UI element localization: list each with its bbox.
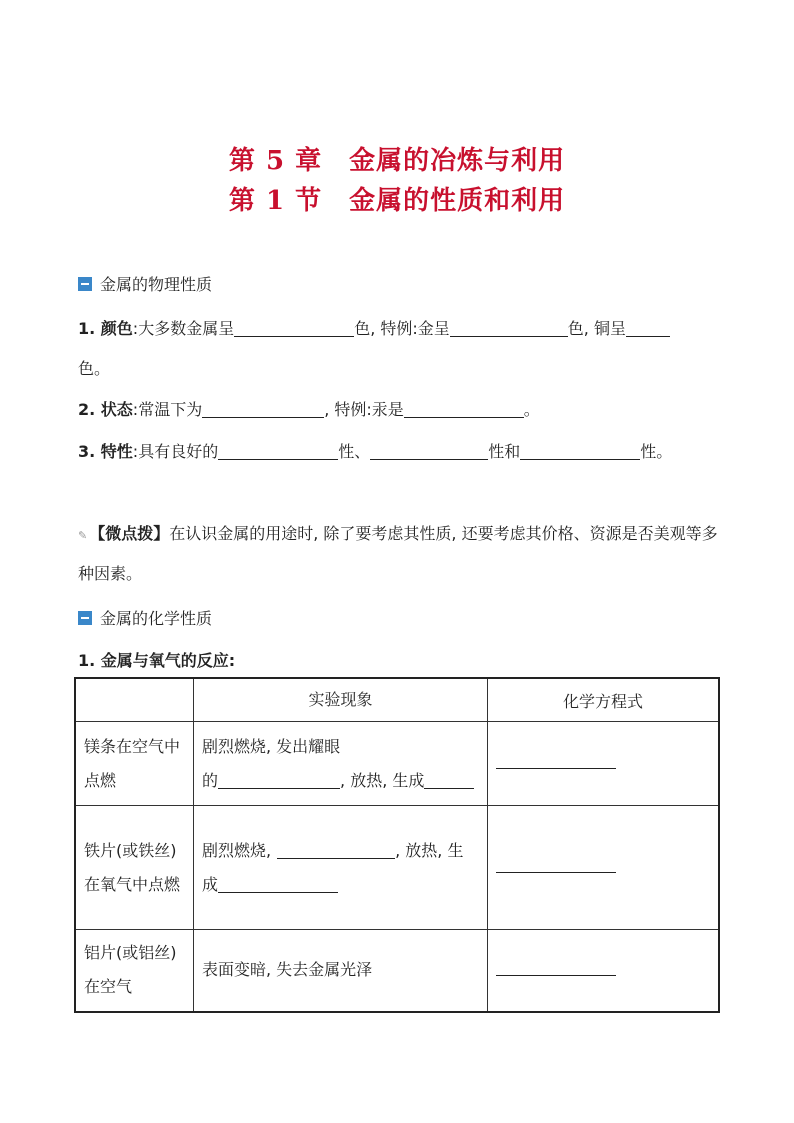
- blank: [496, 864, 616, 873]
- blank: [218, 443, 338, 460]
- equation-cell: [488, 930, 720, 1012]
- minus-square-icon: [78, 611, 92, 625]
- phenomenon: 表面变暗, 失去金属光泽: [194, 930, 488, 1012]
- blank: [520, 443, 640, 460]
- section-title: 第 1 节 金属的性质和利用: [228, 186, 566, 216]
- table-header: [75, 678, 719, 722]
- chapter-title: 第 5 章 金属的冶炼与利用: [228, 146, 566, 176]
- table-row: [75, 722, 719, 806]
- phenomenon: 剧烈燃烧, 发出耀眼 的 , 放热, 生成: [194, 722, 488, 806]
- item-property: 3. 特性:具有良好的 性、 性和 性。: [78, 442, 673, 461]
- blank: [218, 876, 338, 893]
- blank: [234, 320, 354, 337]
- blank: [496, 967, 616, 976]
- item-state: 2. 状态:常温下为 , 特例:汞是 。: [78, 400, 540, 419]
- reaction-name: 镁条在空气中点燃: [75, 722, 194, 806]
- header-cell: 化学方程式: [488, 678, 720, 722]
- blank: [218, 772, 340, 789]
- header-cell: [75, 678, 194, 722]
- blank: [404, 401, 524, 418]
- phenomenon: 剧烈燃烧, , 放热, 生 成: [194, 806, 488, 930]
- minus-square-icon: [78, 277, 92, 291]
- table-row: [75, 930, 719, 1012]
- table-row: [75, 806, 719, 930]
- blank: [202, 401, 324, 418]
- reaction-table: [74, 677, 720, 1013]
- pencil-icon: ✎: [78, 529, 88, 542]
- blank: [626, 320, 670, 337]
- equation-cell: [488, 806, 720, 930]
- subheading-oxygen: 1. 金属与氧气的反应:: [78, 651, 236, 670]
- section-heading-physical: 金属的物理性质: [78, 272, 212, 295]
- blank: [370, 443, 488, 460]
- reaction-name: 铁片(或铁丝)在氧气中点燃: [75, 806, 194, 930]
- blank: [450, 320, 568, 337]
- blank: [496, 760, 616, 769]
- blank: [424, 772, 474, 789]
- equation-cell: [488, 722, 720, 806]
- item-color-cont: 色。: [78, 359, 111, 378]
- reaction-name: 铝片(或铝丝)在空气: [75, 930, 194, 1012]
- tip-note: ✎ 【微点拨】在认识金属的用途时, 除了要考虑其性质, 还要考虑其价格、资源是否美观等多种因素。: [78, 524, 718, 583]
- blank: [277, 842, 395, 859]
- item-color: 1. 颜色:大多数金属呈 色, 特例:金呈 色, 铜呈: [78, 316, 670, 339]
- header-cell: 实验现象: [194, 678, 488, 722]
- section-heading-chemical: 金属的化学性质: [78, 606, 212, 629]
